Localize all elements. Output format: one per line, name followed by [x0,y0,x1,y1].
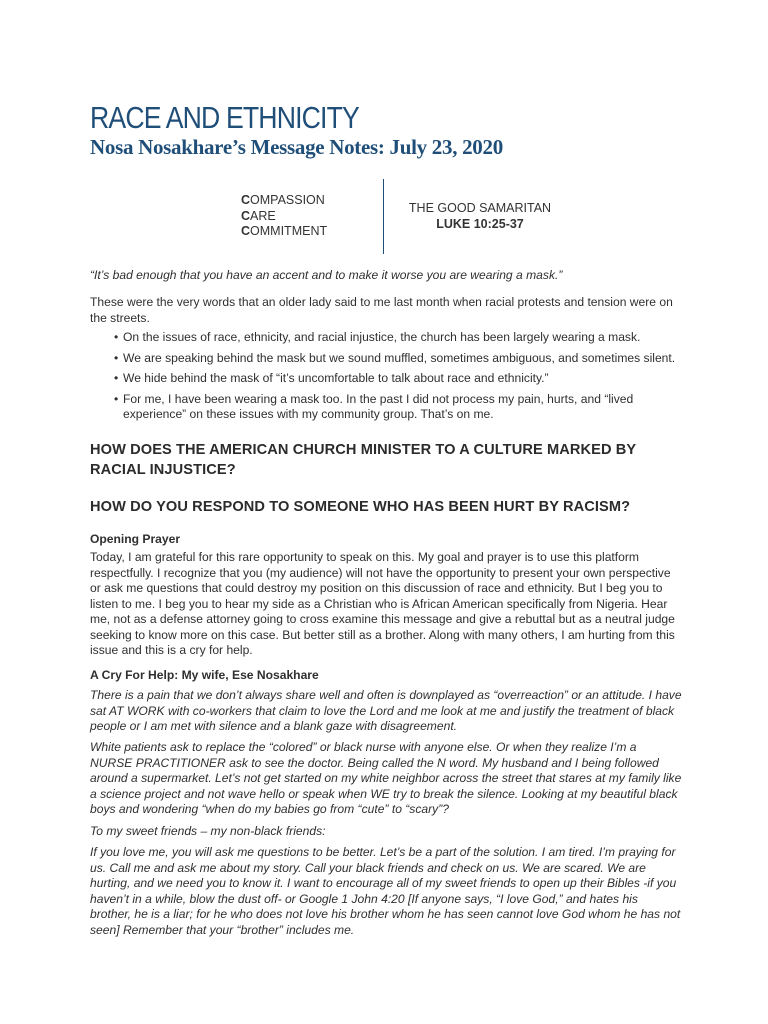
cry-paragraph-2: White patients ask to replace the “colored” or black nurse with anyone else. Or when they realize I’m a NURSE PRACTITIONER ask to see the doctor. Being called the N word. My husband and I being followed around a supermarket. Let’s not get started on my white neighbor across the street that stares at my family like a science project and not wave hello or speak when WE try to break the silence. Looking at my beautiful black boys and wondering “when do my babies go from “cute” to “scary”? [90,740,682,816]
intro-paragraph: These were the very words that an older lady said to me last month when racial protests and tension were on the streets. [90,295,673,325]
list-item: • On the issues of race, ethnicity, and racial injustice, the church has been largely wearing a mask. [114,330,684,346]
cry-paragraph-3: To my sweet friends – my non-black friends: [90,824,326,838]
theme-care: CARE [241,208,276,223]
theme-commitment: COMMITMENT [241,224,328,238]
mask-bullet-list [114,330,684,428]
vertical-divider [383,179,384,254]
document-subtitle: Nosa Nosakhare’s Message Notes: July 23, 2020 [90,135,503,159]
document-title: RACE AND ETHNICITY [90,100,359,135]
question-heading-2: HOW DO YOU RESPOND TO SOMEONE WHO HAS BEEN HURT BY RACISM? [90,499,631,515]
scripture-passage [390,201,570,232]
opening-prayer-paragraph: Today, I am grateful for this rare opportunity to speak on this. My goal and prayer is to use this platform respectfully. I recognize that you (my audience) will not have the opportunity to present your own perspective or ask me questions that could destroy my position on this discussion of race and ethnicity. But I beg you to listen to me. I beg you to hear my side as a Christian who is African American specifically from Nigeria. Hear me, not as a defense attorney going to cross examine this message and give a rebuttal but as a neutral judge seeking to know more on this case. But better still as a brother. Along with many others, I am hurting from this issue and this is a cry for help. [90,550,675,657]
cry-paragraph-4: If you love me, you will ask me questions to be better. Let’s be a part of the solution. I am tired. I’m praying for us. Call me and ask me about my story. Call your black friends and check on us. We are scared. We are hurting, and we need you to know it. I want to encourage all of my sweet friends to open up their Bibles -if you haven’t in a while, blow the dust off- or Google 1 John 4:20 [If anyone says, “I love God,” and hates his brother, he is a liar; for he who does not love his brother whom he has seen cannot love God whom he has not seen] Remember that your “brother” includes me. [90,845,681,937]
cry-paragraph-1: There is a pain that we don’t always share well and often is downplayed as “overreaction” or an attitude. I have sat AT WORK with co-workers that claim to love the Lord and me look at me and justify the treatment of black people or I am met with silence and a blank gaze with disagreement. [90,688,682,733]
theme-compassion: COMPASSION [241,193,325,207]
list-item: • We are speaking behind the mask but we sound muffled, sometimes ambiguous, and sometimes silent. [114,351,684,367]
list-item: • We hide behind the mask of “it’s uncomfortable to talk about race and ethnicity.” [114,371,684,387]
cry-for-help-heading: A Cry For Help: My wife, Ese Nosakhare [90,668,319,682]
opening-quote: “It’s bad enough that you have an accent and to make it worse you are wearing a mask.” [90,268,563,282]
opening-prayer-heading: Opening Prayer [90,532,181,546]
list-item: • For me, I have been wearing a mask too. In the past I did not process my pain, hurts, and “lived experience” on these issues with my community group. That’s on me. [114,392,684,423]
passage-title: THE GOOD SAMARITAN [408,201,552,215]
passage-reference: LUKE 10:25-37 [436,216,524,231]
question-heading-1: HOW DOES THE AMERICAN CHURCH MINISTER TO A CULTURE MARKED BY RACIAL INJUSTICE? [90,442,636,478]
themes-list [241,193,327,240]
